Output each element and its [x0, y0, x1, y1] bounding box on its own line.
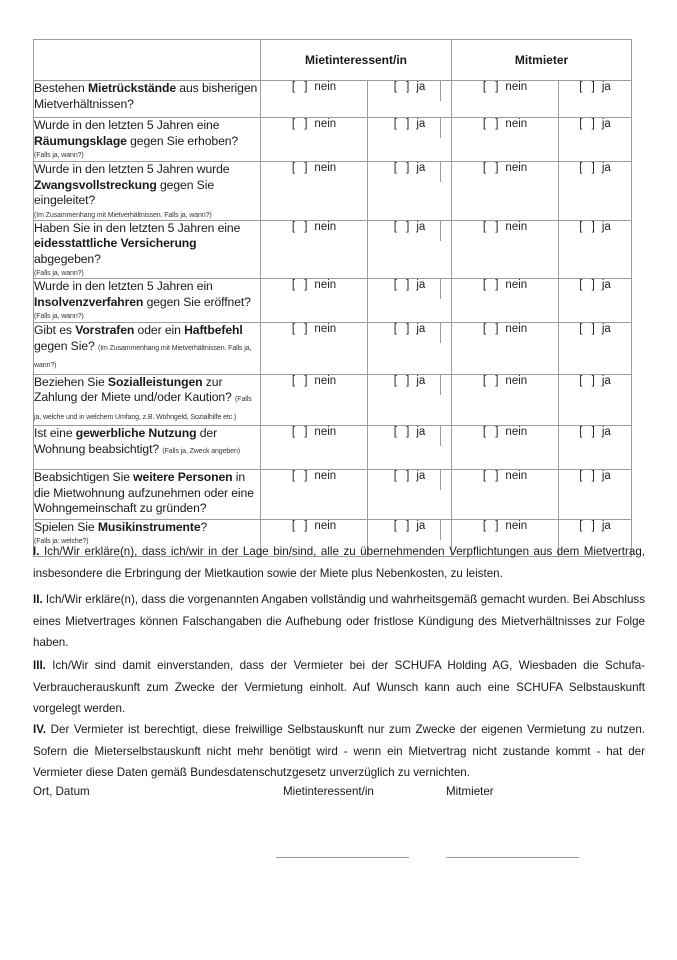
checkbox-icon: [ ] [579, 323, 598, 335]
option-label: ja [416, 279, 426, 291]
applicant-nein-checkbox[interactable] [261, 81, 368, 118]
option-label: ja [416, 470, 426, 482]
question-text: in die Mietwohnung aufzunehmen oder eine Wohngemeinschaft zu gründen? [34, 470, 254, 515]
option-label: ja [416, 162, 426, 174]
applicant-nein-checkbox[interactable] [261, 279, 368, 323]
option-label: ja [601, 519, 611, 532]
question-keyword: Insolvenzverfahren [34, 294, 144, 309]
question-keyword: gewerbliche Nutzung [75, 426, 197, 440]
checkbox-icon: [ ] [482, 470, 502, 482]
checkbox-icon: [ ] [482, 323, 502, 335]
table-row [34, 118, 632, 162]
applicant-nein-checkbox[interactable] [261, 426, 368, 470]
question-text: gegen Sie erhoben? [126, 133, 239, 148]
separator-tick [440, 162, 441, 182]
checkbox-icon: [ ] [291, 118, 311, 130]
header-co-tenant: Mitmieter [452, 40, 632, 81]
checkbox-icon: [ ] [579, 426, 598, 438]
option-label: ja [601, 220, 611, 233]
question-cell [34, 470, 261, 520]
declaration-text: Ich/Wir sind damit einverstanden, dass der Vermieter bei der SCHUFA Holding AG, Wiesbaden die Schufa-Verbraucherauskunft zum Zwecke der Vermietung einholt. Auf Wunsch kann auch eine SCHUFA Selbstauskunft vorgelegt werden. [33, 659, 645, 715]
option-label: nein [314, 519, 337, 532]
co-tenant-nein-checkbox[interactable] [452, 374, 559, 426]
checkbox-icon: [ ] [393, 162, 413, 174]
applicant-ja-checkbox[interactable] [368, 323, 452, 375]
checkbox-icon: [ ] [579, 162, 598, 174]
separator-tick [440, 118, 441, 138]
option-label: nein [314, 323, 337, 335]
option-label: nein [314, 81, 337, 93]
option-label: nein [505, 374, 528, 387]
checkbox-icon: [ ] [393, 323, 413, 335]
header-applicant: Mietinteressent/in [261, 40, 452, 81]
option-label: ja [416, 323, 426, 335]
table-row [34, 470, 632, 520]
option-label: ja [601, 118, 611, 130]
question-text: Ist eine [34, 426, 76, 440]
co-tenant-nein-checkbox[interactable] [452, 323, 559, 375]
option-label: ja [416, 220, 426, 233]
option-label: ja [601, 279, 611, 291]
declaration-text: Ich/Wir erkläre(n), dass die vorgenannten Angaben vollständig und wahrheitsgemäß gemacht wurden. Bei Abschluss eines Mietvertrages können Falschangaben die Aufhebung oder fristlose Kündigung des Mietverhältnisses zur Folge haben. [33, 593, 645, 649]
separator-tick [440, 470, 441, 490]
checkbox-icon: [ ] [482, 118, 502, 130]
declaration-paragraph [33, 541, 645, 584]
question-keyword: weitere Personen [133, 470, 233, 484]
separator-tick [440, 279, 441, 299]
applicant-signature-label: Mietinteressent/in [283, 785, 374, 798]
separator-tick [440, 520, 441, 540]
question-text: gegen Sie eröffnet? [143, 294, 251, 309]
place-date-label: Ort, Datum [33, 785, 90, 798]
applicant-nein-checkbox[interactable] [261, 118, 368, 162]
question-note: (Im Zusammenhang mit Mietverhältnissen. Falls ja, wann?) [34, 211, 212, 219]
table-row [34, 279, 632, 323]
option-label: nein [505, 220, 528, 233]
co-tenant-nein-checkbox[interactable] [452, 470, 559, 520]
applicant-ja-checkbox[interactable] [368, 118, 452, 162]
option-label: ja [416, 118, 426, 130]
question-text: ? [200, 519, 208, 534]
checkbox-icon: [ ] [579, 118, 598, 130]
co-tenant-signature-line[interactable] [446, 857, 579, 858]
question-keyword: Zwangsvollstreckung [34, 177, 157, 192]
option-label: ja [601, 81, 611, 93]
checkbox-icon: [ ] [291, 220, 311, 233]
applicant-ja-checkbox[interactable] [368, 426, 452, 470]
applicant-nein-checkbox[interactable] [261, 162, 368, 221]
option-label: nein [314, 470, 337, 482]
checkbox-icon: [ ] [291, 426, 311, 438]
question-keyword: Vorstrafen [75, 323, 135, 337]
question-note: (Falls ja, wann?) [34, 313, 84, 320]
question-text: gegen Sie? [34, 338, 98, 353]
checkbox-icon: [ ] [482, 519, 502, 532]
option-label: nein [505, 162, 528, 174]
question-text: Beabsichtigen Sie [34, 470, 134, 484]
option-label: nein [505, 118, 528, 130]
option-label: nein [505, 426, 528, 438]
checkbox-icon: [ ] [482, 162, 502, 174]
separator-tick [440, 426, 441, 446]
checkbox-icon: [ ] [393, 374, 413, 387]
option-label: nein [314, 118, 337, 130]
option-label: ja [601, 162, 611, 174]
option-label: ja [416, 519, 426, 532]
option-label: nein [505, 470, 528, 482]
declaration-text: Ich/Wir erkläre(n), dass ich/wir in der Lage bin/sind, alle zu übernehmenden Verpflichtungen aus dem Mietvertrag, insbesondere die Erbringung der Mietkaution sowie der Miete plus Nebenkosten, zu leisten. [33, 545, 645, 580]
option-label: nein [505, 81, 528, 93]
question-text: zur Zahlung der Miete und/oder Kaution? [34, 374, 236, 404]
table-row [34, 426, 632, 470]
table-row [34, 220, 632, 279]
question-text: oder ein [134, 323, 185, 337]
question-cell [34, 162, 261, 221]
question-text: der Wohnung beabsichtigt? [34, 426, 218, 456]
option-label: nein [314, 426, 337, 438]
declaration-paragraph [33, 589, 645, 654]
header-question [34, 40, 261, 81]
co-tenant-nein-checkbox[interactable] [452, 162, 559, 221]
checkbox-icon: [ ] [482, 81, 502, 93]
co-tenant-signature-label: Mitmieter [446, 785, 494, 798]
question-keyword: Haftbefehl [184, 323, 243, 337]
checkbox-icon: [ ] [393, 426, 413, 438]
question-cell [34, 118, 261, 162]
checkbox-icon: [ ] [482, 426, 502, 438]
option-label: ja [416, 374, 426, 387]
question-text: Gibt es [34, 323, 76, 337]
checkbox-icon: [ ] [291, 81, 311, 93]
co-tenant-nein-checkbox[interactable] [452, 118, 559, 162]
applicant-ja-checkbox[interactable] [368, 81, 452, 118]
question-text: aus bisherigen Mietverhältnissen? [34, 81, 258, 111]
separator-tick [440, 375, 441, 395]
option-label: ja [416, 426, 426, 438]
separator-tick [440, 323, 441, 343]
checkbox-icon: [ ] [393, 279, 413, 291]
table-row [34, 81, 632, 118]
co-tenant-ja-checkbox[interactable] [559, 162, 632, 221]
checkbox-icon: [ ] [291, 323, 311, 335]
question-note: (Falls ja: welche?) [34, 538, 89, 545]
question-keyword: Sozialleistungen [107, 374, 203, 389]
question-text: gegen Sie eingeleitet? [34, 177, 214, 207]
co-tenant-ja-checkbox[interactable] [559, 470, 632, 520]
checkbox-icon: [ ] [291, 279, 311, 291]
question-text: Beziehen Sie [34, 374, 108, 389]
option-label: nein [314, 220, 337, 233]
separator-tick [440, 221, 441, 241]
question-note: (Falls ja, Zweck angeben) [162, 447, 241, 455]
declaration-number: II. [33, 593, 43, 606]
question-keyword: Musikinstrumente [97, 519, 201, 534]
question-text: Bestehen [34, 81, 88, 95]
checkbox-icon: [ ] [291, 470, 311, 482]
checkbox-icon: [ ] [291, 374, 311, 387]
question-keyword: Mietrückstände [88, 81, 177, 95]
checkbox-icon: [ ] [393, 470, 413, 482]
checkbox-icon: [ ] [579, 220, 598, 233]
option-label: nein [314, 374, 337, 387]
option-label: nein [505, 279, 528, 291]
question-keyword: Räumungsklage [34, 133, 127, 148]
checkbox-icon: [ ] [393, 519, 413, 532]
applicant-ja-checkbox[interactable] [368, 470, 452, 520]
question-text: Wurde in den letzten 5 Jahren wurde [34, 162, 230, 176]
declaration-paragraph [33, 719, 645, 784]
co-tenant-ja-checkbox[interactable] [559, 279, 632, 323]
questionnaire-table [33, 39, 632, 557]
co-tenant-nein-checkbox[interactable] [452, 279, 559, 323]
declaration-number: IV. [33, 723, 47, 736]
question-cell [34, 279, 261, 323]
question-cell [34, 323, 261, 375]
checkbox-icon: [ ] [482, 220, 502, 233]
declaration-text: Der Vermieter ist berechtigt, diese freiwillige Selbstauskunft nur zum Zwecke der eigenen Vermietung zu nutzen. Sofern die Mieterselbstauskunft nicht mehr benötigt wird - wenn ein Mietvertrag nicht zustande kommt - hat der Vermieter diese Daten gemäß Bundesdatenschutzgesetz unverzüglich zu vernichten. [33, 723, 645, 779]
question-note: (Falls ja, wann?) [34, 152, 84, 159]
co-tenant-ja-checkbox[interactable] [559, 118, 632, 162]
question-note: (Falls ja, wann?) [34, 270, 84, 277]
checkbox-icon: [ ] [393, 81, 413, 93]
option-label: ja [601, 374, 611, 387]
checkbox-icon: [ ] [579, 81, 598, 93]
checkbox-icon: [ ] [579, 374, 598, 387]
applicant-ja-checkbox[interactable] [368, 220, 452, 279]
co-tenant-nein-checkbox[interactable] [452, 426, 559, 470]
question-text: abgegeben? [34, 251, 101, 266]
question-text: Haben Sie in den letzten 5 Jahren eine [34, 220, 241, 235]
checkbox-icon: [ ] [579, 519, 598, 532]
question-cell [34, 220, 261, 279]
applicant-signature-line[interactable] [276, 857, 409, 858]
checkbox-icon: [ ] [393, 118, 413, 130]
co-tenant-nein-checkbox[interactable] [452, 220, 559, 279]
checkbox-icon: [ ] [579, 279, 598, 291]
option-label: nein [314, 279, 337, 291]
applicant-ja-checkbox[interactable] [368, 374, 452, 426]
question-cell [34, 81, 261, 118]
option-label: ja [601, 470, 611, 482]
option-label: nein [505, 519, 528, 532]
co-tenant-ja-checkbox[interactable] [559, 323, 632, 375]
table-row [34, 323, 632, 375]
checkbox-icon: [ ] [291, 162, 311, 174]
declaration-paragraph [33, 655, 645, 720]
applicant-ja-checkbox[interactable] [368, 162, 452, 221]
option-label: ja [601, 426, 611, 438]
table-row [34, 162, 632, 221]
co-tenant-ja-checkbox[interactable] [559, 220, 632, 279]
table-row [34, 374, 632, 426]
checkbox-icon: [ ] [482, 279, 502, 291]
question-text: Wurde in den letzten 5 Jahren eine [34, 118, 220, 132]
co-tenant-nein-checkbox[interactable] [452, 81, 559, 118]
applicant-nein-checkbox[interactable] [261, 470, 368, 520]
question-note: (Falls ja, welche und in welchem Umfang, z.B. Wohngeld, Sozialhilfe etc.) [34, 396, 252, 421]
question-keyword: eidesstattliche Versicherung [34, 236, 197, 250]
applicant-ja-checkbox[interactable] [368, 279, 452, 323]
question-text: Spielen Sie [34, 519, 98, 534]
checkbox-icon: [ ] [579, 470, 598, 482]
question-cell [34, 426, 261, 470]
option-label: ja [416, 81, 426, 93]
checkbox-icon: [ ] [482, 374, 502, 387]
option-label: ja [601, 323, 611, 335]
co-tenant-ja-checkbox[interactable] [559, 374, 632, 426]
checkbox-icon: [ ] [291, 519, 311, 532]
co-tenant-ja-checkbox[interactable] [559, 426, 632, 470]
co-tenant-ja-checkbox[interactable] [559, 81, 632, 118]
table-header-row [34, 40, 632, 81]
applicant-nein-checkbox[interactable] [261, 374, 368, 426]
checkbox-icon: [ ] [393, 220, 413, 233]
option-label: nein [505, 323, 528, 335]
applicant-nein-checkbox[interactable] [261, 323, 368, 375]
question-note: (Im Zusammenhang mit Mietverhältnissen. Falls ja, wann?) [34, 344, 252, 369]
option-label: nein [314, 162, 337, 174]
declaration-number: III. [33, 659, 46, 672]
question-text: Wurde in den letzten 5 Jahren ein [34, 279, 213, 293]
declaration-number: I. [33, 545, 40, 558]
separator-tick [440, 81, 441, 101]
question-cell [34, 374, 261, 426]
applicant-nein-checkbox[interactable] [261, 220, 368, 279]
